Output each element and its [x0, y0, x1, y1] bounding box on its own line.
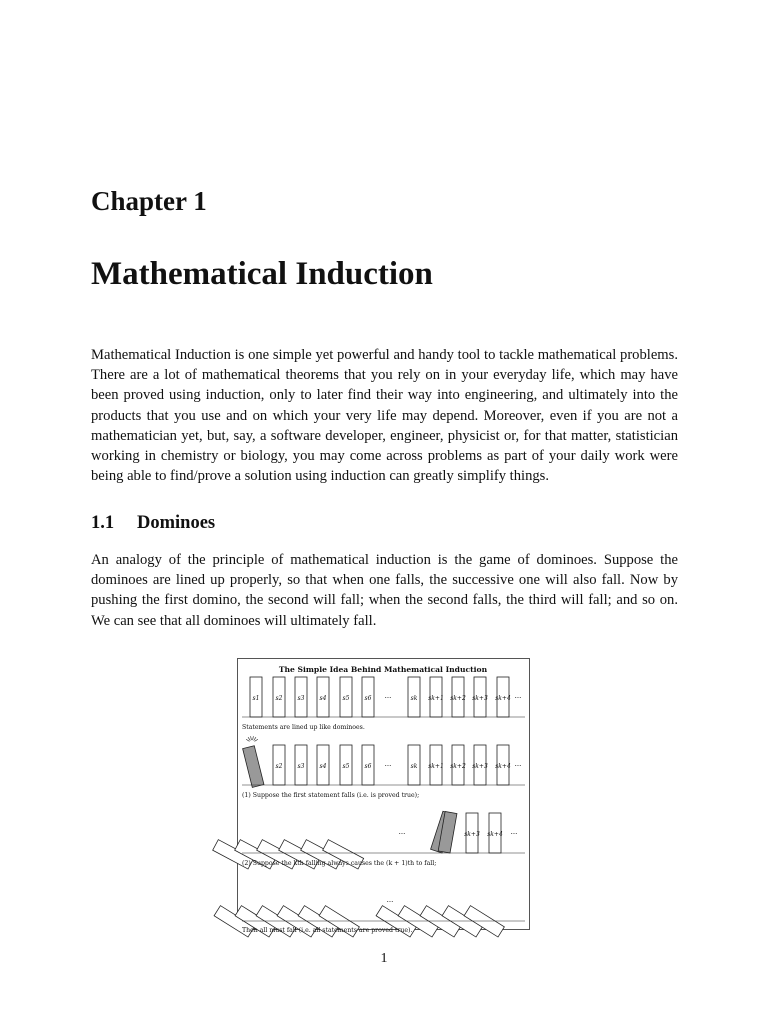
domino-label: s2: [275, 763, 283, 770]
push-mark: [248, 737, 250, 740]
ellipsis: ···: [386, 898, 394, 906]
domino-label: sk+1: [428, 763, 444, 770]
domino-label: s3: [297, 763, 305, 770]
push-mark: [251, 736, 252, 740]
domino-label: sk+4: [487, 831, 503, 838]
page-number: 1: [380, 951, 388, 966]
domino-label: s4: [319, 695, 327, 702]
figure-title: The Simple Idea Behind Mathematical Induction: [278, 665, 488, 674]
domino-illustration: [238, 659, 529, 934]
falling-domino: [243, 746, 264, 788]
domino-label: s5: [342, 763, 350, 770]
domino-label: sk+3: [472, 695, 488, 702]
domino-label: sk+2: [450, 763, 466, 770]
caption-3: (2) Suppose the kth falling always causes the (k + 1)th to fall;: [242, 860, 437, 867]
domino-label: sk+4: [495, 695, 511, 702]
domino-label: sk+3: [472, 763, 488, 770]
intro-paragraph: Mathematical Induction is one simple yet powerful and handy tool to tackle mathematical problems. There are a lot of mathematical theorems that you rely on in your everyday life, which may have been proved using induction, only to later find their way into engineering, and ultimately into the products that you use and on which your very life may depend. Moreover, even if you are not a mathematician yet, but, say, a software developer, engineer, physicist or, for that matter, statistician working in chemistry or biology, you may come across problems as part of your daily work were being able to find/prove a solution using induction can greatly simplify things.: [91, 347, 678, 485]
push-mark: [254, 737, 256, 740]
push-mark: [255, 739, 258, 741]
chapter-title: Mathematical Induction: [91, 256, 433, 292]
domino-label: s5: [342, 695, 350, 702]
domino-label: sk+1: [428, 695, 444, 702]
ellipsis: ···: [398, 830, 406, 838]
ellipsis: ···: [384, 694, 392, 702]
ellipsis: ···: [384, 762, 392, 770]
caption-4: Then all must fall (i.e. all statements are proved true).: [242, 927, 413, 934]
domino-label: s3: [297, 695, 305, 702]
domino-label: sk+4: [495, 763, 511, 770]
chapter-label: Chapter 1: [91, 186, 207, 216]
push-mark: [253, 736, 254, 740]
section-heading: [91, 513, 215, 534]
caption-1: Statements are lined up like dominoes.: [242, 724, 365, 731]
domino-label: s4: [319, 763, 327, 770]
caption-2: (1) Suppose the first statement falls (i.e. is proved true);: [242, 792, 420, 799]
ellipsis: ···: [514, 694, 522, 702]
ellipsis: ···: [514, 762, 522, 770]
domino-label: s2: [275, 695, 283, 702]
domino-label: sk+3: [464, 831, 480, 838]
section-number: 1.1: [91, 513, 115, 533]
domino-label: sk: [410, 695, 418, 702]
section-title: Dominoes: [137, 513, 216, 533]
domino: [243, 746, 264, 788]
domino-label: s1: [252, 695, 260, 702]
domino-figure: [237, 658, 530, 934]
domino-label: s6: [364, 695, 372, 702]
domino-label: sk+2: [450, 695, 466, 702]
push-mark: [246, 739, 249, 741]
section-paragraph: An analogy of the principle of mathematical induction is the game of dominoes. Suppose the dominoes are lined up properly, so that when one falls, the successive one will also fall. Now by pushing the first domino, the second will fall; when the second falls, the third will fall; and so on. We can see that all dominoes will ultimately fall.: [91, 552, 678, 629]
domino-label: sk: [410, 763, 418, 770]
domino-label: s6: [364, 763, 372, 770]
ellipsis: ···: [510, 830, 518, 838]
